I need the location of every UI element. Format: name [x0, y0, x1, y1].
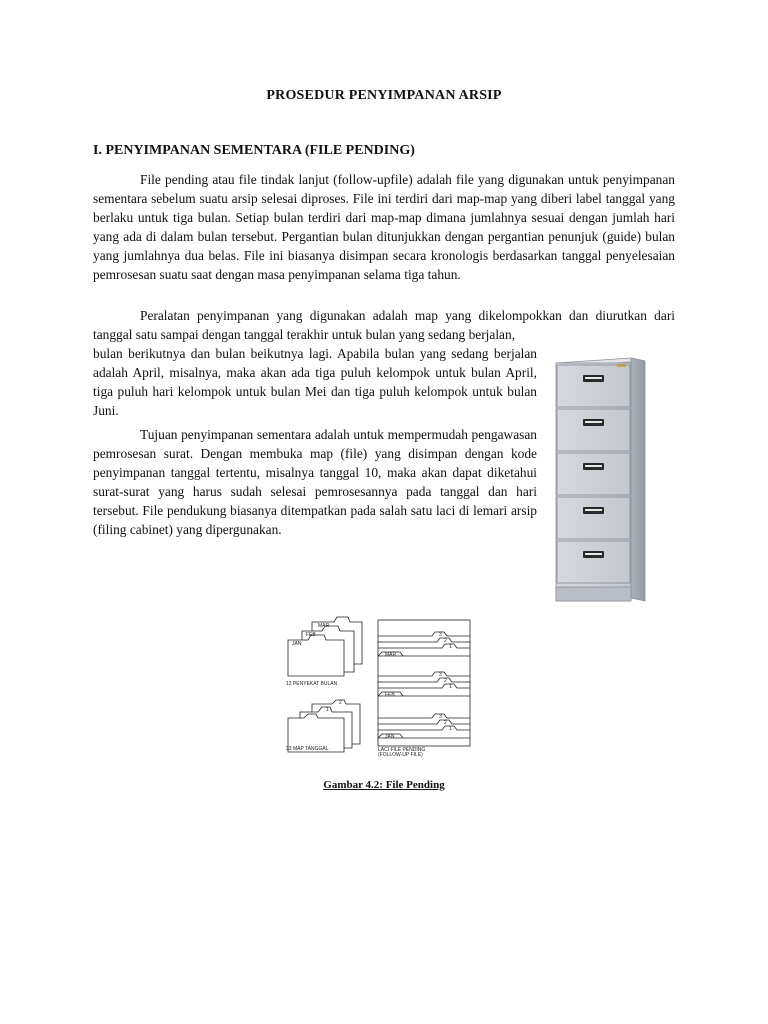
paragraph-3: Tujuan penyimpanan sementara adalah untuk mempermudah pengawasan pemrosesan surat. Dengan membuka map (file) yang disimpan dengan kode penyimpanan tanggal tertentu, misalnya tanggal 10, maka akan dapat diketahui surat-surat yang harus sudah selesai pemrosesannya pada tanggal dan hari tersebut. File pendukung biasanya ditempatkan pada salah satu laci di lemari arsip (filing cabinet) yang dipergunakan. — [93, 427, 537, 537]
label-follow-up-file: (FOLLOW-UP FILE) — [378, 752, 423, 758]
label-jan-1: 1 — [449, 726, 452, 732]
section-heading: I. PENYIMPANAN SEMENTARA (FILE PENDING) — [93, 143, 415, 158]
label-mar-divider: MAR — [385, 652, 397, 658]
label-feb-2: 2 — [444, 678, 447, 684]
label-folder-1: 1 — [326, 707, 329, 713]
label-mar-3: 3 — [439, 632, 442, 638]
label-feb-1: 1 — [449, 684, 452, 690]
label-jan-divider: JAN — [385, 734, 395, 740]
label-mar-guide: MAR — [318, 623, 330, 629]
label-feb-3: 3 — [439, 672, 442, 678]
page-title: PROSEDUR PENYIMPANAN ARSIP — [266, 88, 502, 103]
label-feb-divider: FEB — [385, 692, 395, 698]
label-penyekat-bulan: 12 PENYEKAT BULAN — [286, 681, 338, 687]
label-map-tanggal: 33 MAP TANGGAL — [286, 746, 329, 752]
paragraph-2-intro: Peralatan penyimpanan yang digunakan adalah map yang dikelompokkan dan diurutkan dari tanggal satu sampai dengan tanggal terakhir untuk bulan yang sedang berjalan, — [93, 308, 675, 342]
label-laci-file-pending: LACI FILE PENDING — [378, 747, 426, 753]
file-pending-diagram — [282, 614, 474, 758]
label-folder-2: 2 — [339, 700, 342, 706]
paragraph-2-continued: bulan berikutnya dan bulan beikutnya lagi. Apabila bulan yang sedang berjalan adalah April, misalnya, maka akan ada tiga puluh kelompok untuk bulan April, tiga puluh hari kelompok untuk bulan Mei dan tiga puluh kelompok untuk bulan Juni. — [93, 346, 537, 418]
label-jan-2: 2 — [444, 720, 447, 726]
figure-caption: Gambar 4.2: File Pending — [323, 779, 445, 791]
filing-cabinet-image — [553, 355, 647, 605]
label-mar-2: 2 — [444, 638, 447, 644]
label-feb-guide: FEB — [306, 632, 316, 638]
paragraph-1: File pending atau file tindak lanjut (follow-upfile) adalah file yang digunakan untuk penyimpanan sementara sebelum suatu arsip selesai diproses. File ini terdiri dari map-map yang diberi label tanggal yang berlaku untuk tiga bulan. Setiap bulan terdiri dari map-map dimana jumlahnya sesuai dengan jumlah hari yang ada di dalam bulan tersebut. Pergantian bulan ditunjukkan dengan pergantian penunjuk (guide) bulan yang jumlahnya dua belas. File ini biasanya disimpan secara kronologis berdasarkan tanggal penyelesaian pemrosesan suatu saat dengan masa penyimpanan selama tiga tahun. — [93, 172, 675, 282]
label-jan-3: 3 — [439, 714, 442, 720]
label-mar-1: 1 — [449, 644, 452, 650]
label-jan-guide: JAN — [292, 641, 302, 647]
